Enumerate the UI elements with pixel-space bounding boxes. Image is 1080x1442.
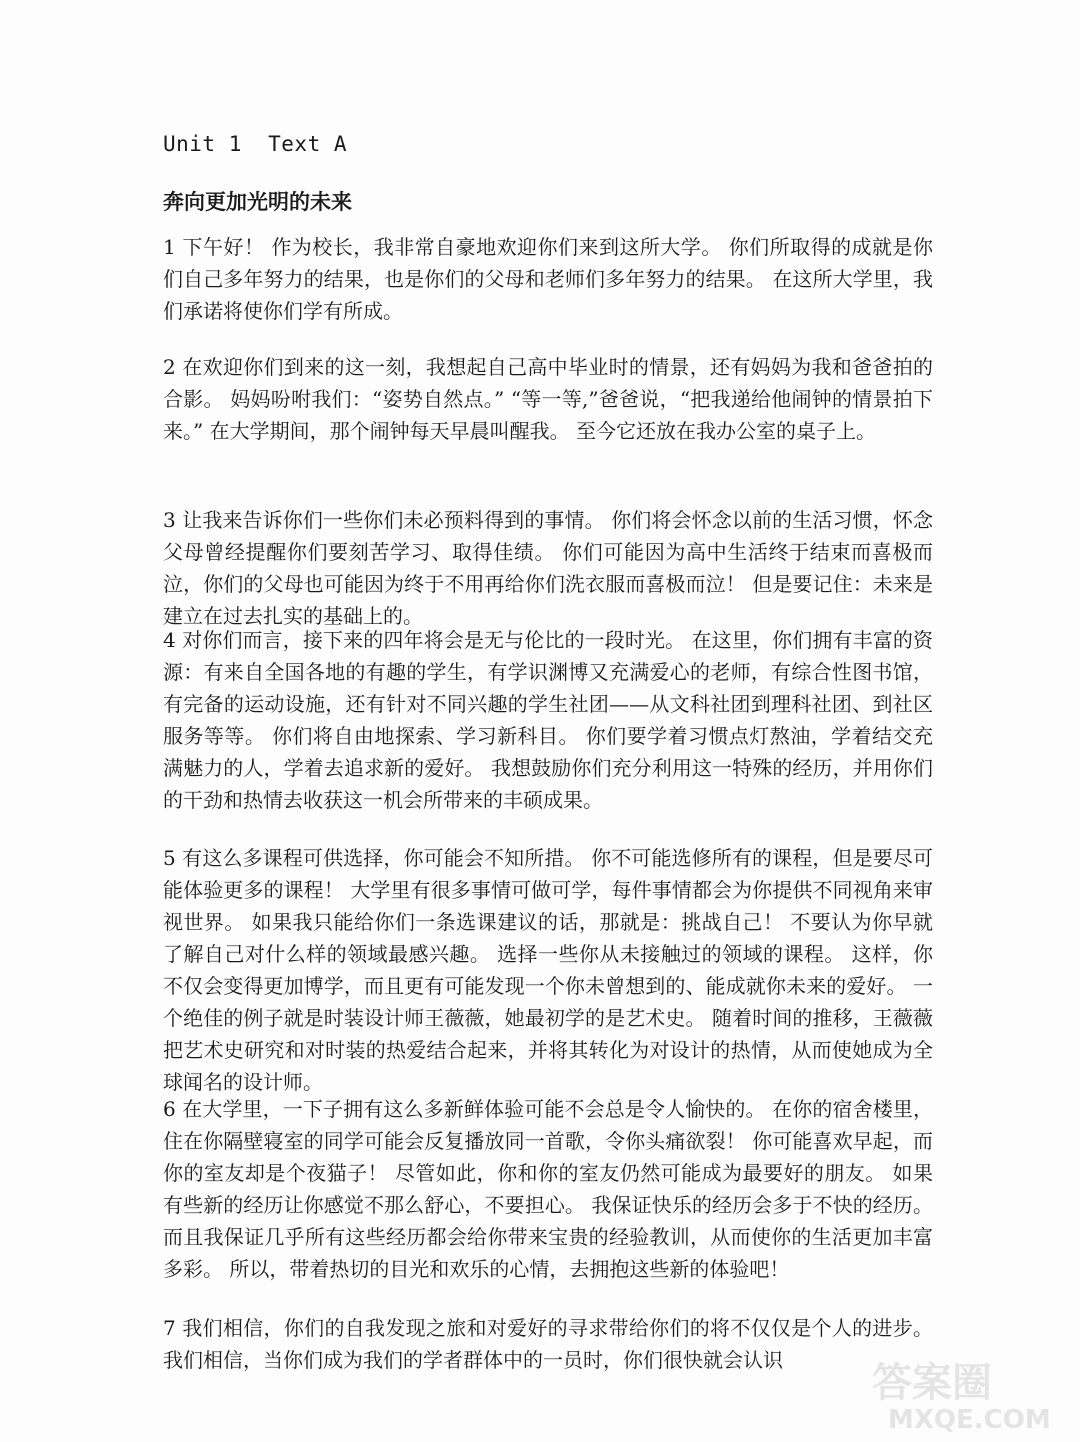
paragraph-3: 3 让我来告诉你们一些你们未必预料得到的事情。 你们将会怀念以前的生活习惯，怀念父母曾经提醒你们要刻苦学习、取得佳绩。 你们可能因为高中生活终于结束而喜极而泣，你们的父母也可能因为终于不用再给你们洗衣服而喜极而泣！ 但是要记住：未来是建立在过去扎实的基础上的。	[163, 508, 933, 628]
watermark-logo	[858, 1350, 1068, 1436]
paragraph-5: 5 有这么多课程可供选择，你可能会不知所措。 你不可能选修所有的课程，但是要尽可能体验更多的课程！ 大学里有很多事情可做可学，每件事情都会为你提供不同视角来审视世界。 如果我只能给你们一条选课建议的话，那就是：挑战自己！ 不要认为你早就了解自己对什么样的领域最感兴趣。 选择一些你从未接触过的领域的课程。 这样，你不仅会变得更加博学，而且更有可能发现一个你未曾想到的、能成就你未来的爱好。 一个绝佳的例子就是时装设计师王薇薇，她最初学的是艺术史。 随着时间的推移，王薇薇把艺术史研究和对时装的热爱结合起来，并将其转化为对设计的热情，从而使她成为全球闻名的设计师。	[163, 846, 933, 1094]
unit-heading: Unit 1 Text A	[163, 132, 348, 156]
watermark-text: 答案圈	[872, 1360, 992, 1406]
watermark-url: MXQE.COM	[888, 1405, 1051, 1435]
paragraph-4: 4 对你们而言，接下来的四年将会是无与伦比的一段时光。 在这里，你们拥有丰富的资源：有来自全国各地的有趣的学生，有学识渊博又充满爱心的老师，有综合性图书馆，有完备的运动设施，还有针对不同兴趣的学生社团——从文科社团到理科社团、到社区服务等等。 你们将自由地探索、学习新科目。 你们要学着习惯点灯熬油，学着结交充满魅力的人，学着去追求新的爱好。 我想鼓励你们充分利用这一特殊的经历，并用你们的干劲和热情去收获这一机会所带来的丰硕成果。	[163, 628, 933, 812]
page-title: 奔向更加光明的未来	[163, 190, 352, 214]
paragraph-2: 2 在欢迎你们到来的这一刻，我想起自己高中毕业时的情景，还有妈妈为我和爸爸拍的合影。 妈妈吩咐我们：“姿势自然点。” “等一等,”爸爸说，“把我递给他闹钟的情景拍下来。” 在大学期间，那个闹钟每天早晨叫醒我。 至今它还放在我办公室的桌子上。	[163, 355, 933, 443]
paragraph-1: 1 下午好！ 作为校长，我非常自豪地欢迎你们来到这所大学。 你们所取得的成就是你们自己多年努力的结果，也是你们的父母和老师们多年努力的结果。 在这所大学里，我们承诺将使你们学有所成。	[163, 235, 933, 323]
paragraph-6: 6 在大学里，一下子拥有这么多新鲜体验可能不会总是令人愉快的。 在你的宿舍楼里，住在你隔壁寝室的同学可能会反复播放同一首歌，令你头痛欲裂！ 你可能喜欢早起，而你的室友却是个夜猫子！ 尽管如此，你和你的室友仍然可能成为最要好的朋友。 如果有些新的经历让你感觉不那么舒心，不要担心。 我保证快乐的经历会多于不快的经历。 而且我保证几乎所有这些经历都会给你带来宝贵的经验教训，从而使你的生活更加丰富多彩。 所以，带着热切的目光和欢乐的心情，去拥抱这些新的体验吧！	[163, 1097, 933, 1281]
paragraph-7: 7 我们相信，你们的自我发现之旅和对爱好的寻求带给你们的将不仅仅是个人的进步。 我们相信，当你们成为我们的学者群体中的一员时，你们很快就会认识	[163, 1316, 933, 1372]
